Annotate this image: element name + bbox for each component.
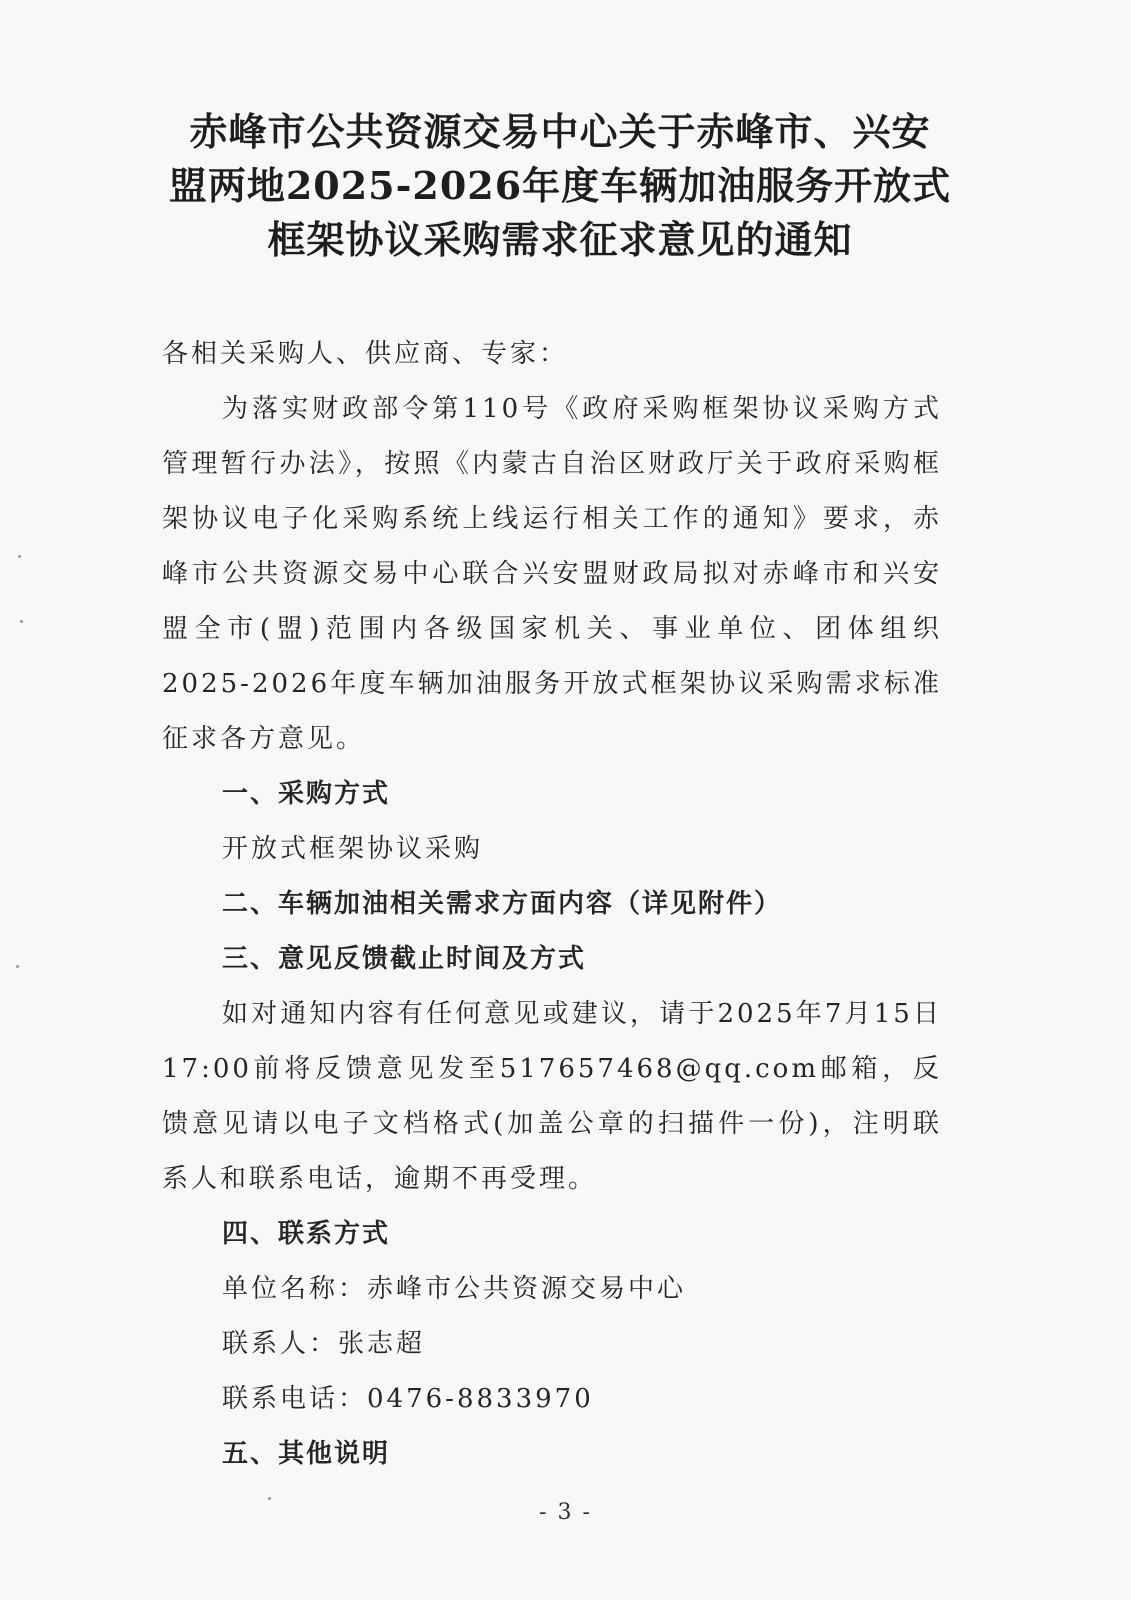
title-line-3: 框架协议采购需求征求意见的通知 [267, 217, 853, 262]
document-title [160, 105, 960, 267]
contact-unit: 单位名称：赤峰市公共资源交易中心 [222, 1274, 687, 1304]
section-1-heading: 一、采购方式 [222, 779, 391, 809]
contact-person: 联系人：张志超 [222, 1329, 426, 1359]
salutation: 各相关采购人、供应商、专家： [162, 339, 569, 369]
section-5-heading: 五、其他说明 [222, 1439, 391, 1469]
contact-phone: 联系电话：0476-8833970 [222, 1384, 594, 1414]
section-2-heading: 二、车辆加油相关需求方面内容（详见附件） [222, 889, 783, 919]
section-3-body: 如对通知内容有任何意见或建议，请于2025年7月15日17:00前将反馈意见发至517657468@qq.com邮箱，反馈意见请以电子文档格式(加盖公章的扫描件一份)，注明联系人和联系电话，逾期不再受理。 [162, 999, 942, 1194]
scan-speck [20, 620, 23, 623]
page-number: - 3 - [539, 1500, 592, 1525]
scan-speck [16, 965, 19, 968]
intro-paragraph: 为落实财政部令第110号《政府采购框架协议采购方式管理暂行办法》，按照《内蒙古自治区财政厅关于政府采购框架协议电子化采购系统上线运行相关工作的通知》要求，赤峰市公共资源交易中心联合兴安盟财政局拟对赤峰市和兴安盟全市(盟)范围内各级国家机关、事业单位、团体组织2025-2026年度车辆加油服务开放式框架协议采购需求标准征求各方意见。 [162, 394, 942, 754]
section-1-body: 开放式框架协议采购 [222, 834, 484, 864]
scan-speck [18, 555, 21, 558]
section-4-heading: 四、联系方式 [222, 1219, 391, 1249]
section-3-heading: 三、意见反馈截止时间及方式 [222, 944, 587, 974]
scan-speck [268, 1497, 271, 1500]
title-line-2: 盟两地2025-2026年度车辆加油服务开放式 [168, 163, 952, 208]
title-line-1: 赤峰市公共资源交易中心关于赤峰市、兴安 [189, 109, 931, 154]
